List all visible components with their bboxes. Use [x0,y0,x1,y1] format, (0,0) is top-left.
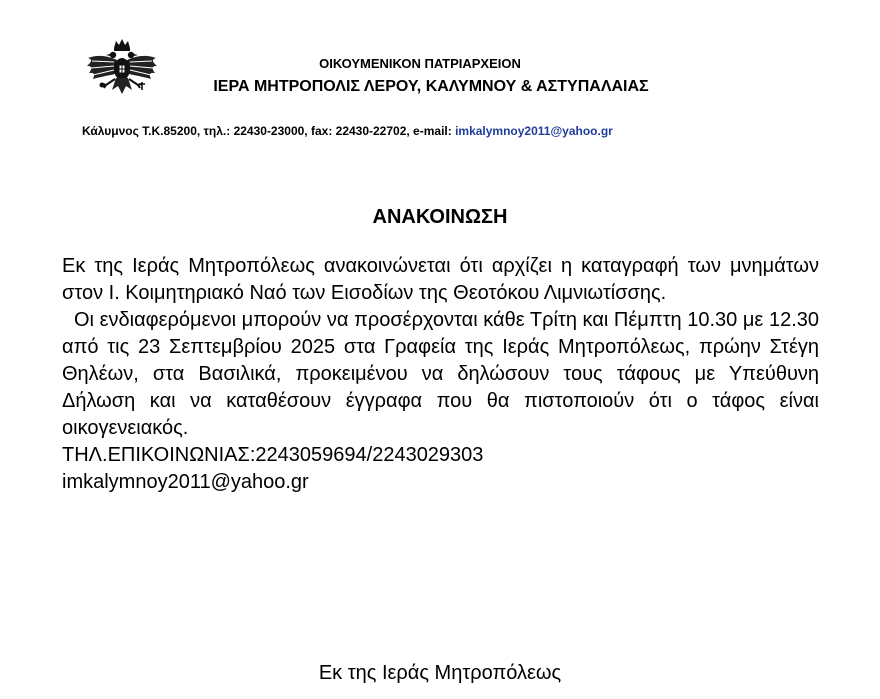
contact-details: Κάλυμνος Τ.Κ.85200, τηλ.: 22430-23000, fax: 22430-22702, e-mail: [82,124,456,138]
announcement-paragraph-2: Οι ενδιαφερόμενοι μπορούν να προσέρχονται κάθε Τρίτη και Πέμπτη 10.30 με 12.30 από τις 23 Σεπτεμβρίου 2025 στα Γραφεία της Ιεράς Μητροπόλεως, πρώην Στέγη Θηλέων, στα Βασιλικά, προκειμένου να δηλώσουν τους τάφους με Υπεύθυνη Δήλωση και να καταθέσουν έγγραφα που θα πιστοποιούν ότι ο τάφος είναι οικογενειακός. [62,309,819,439]
patriarchate-heading: ΟΙΚΟΥΜΕΝΙΚΟΝ ΠΑΤΡΙΑΡΧΕΙΟΝ [319,56,521,71]
contact-email-line[interactable]: imkalymnoy2011@yahoo.gr [62,471,309,493]
double-headed-eagle-icon [84,38,160,100]
contact-line [82,124,613,138]
contact-phone-line: ΤΗΛ.ΕΠΙΚΟΙΝΩΝΙΑΣ:2243059694/2243029303 [62,444,484,466]
announcement-body [62,253,819,496]
contact-email-link[interactable]: imkalymnoy2011@yahoo.gr [455,124,613,138]
metropolis-heading: ΙΕΡΑ ΜΗΤΡΟΠΟΛΙΣ ΛΕΡΟΥ, ΚΑΛΥΜΝΟΥ & ΑΣΤΥΠΑΛΑΙΑΣ [213,78,649,95]
announcement-title: ΑΝΑΚΟΙΝΩΣΗ [372,206,508,228]
announcement-paragraph-1: Εκ της Ιεράς Μητροπόλεως ανακοινώνεται ότι αρχίζει η καταγραφή των μνημάτων στον Ι. Κοιμητηριακό Ναό των Εισοδίων της Θεοτόκου Λιμνιωτίσσης. [62,255,819,304]
signature: Εκ της Ιεράς Μητροπόλεως [318,662,562,684]
